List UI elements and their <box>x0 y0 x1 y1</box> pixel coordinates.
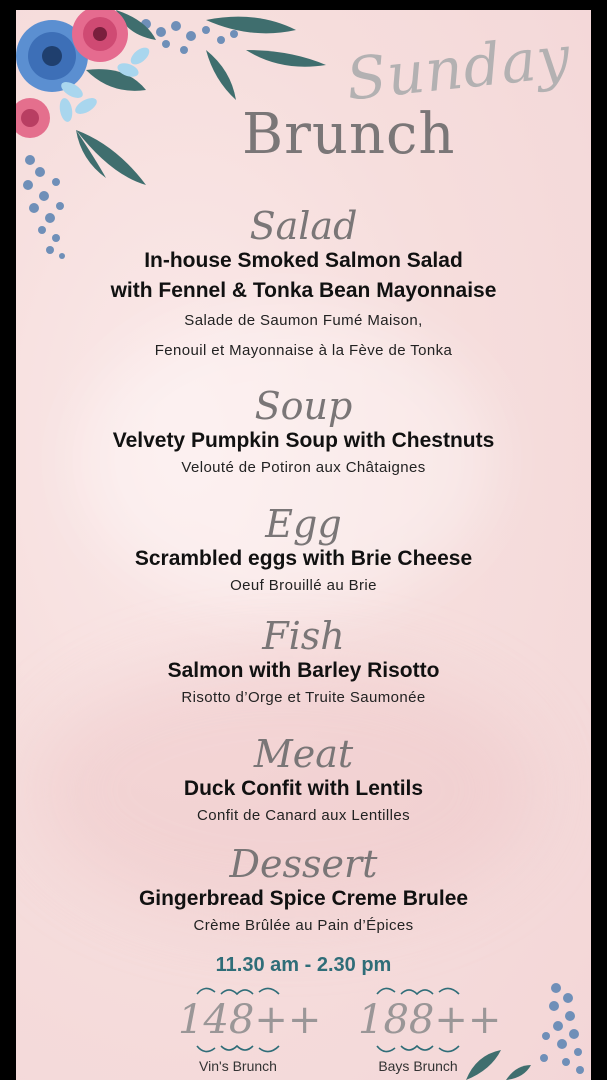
dish-french-name: Confit de Canard aux Lentilles <box>197 807 410 824</box>
dish-french-name: Oeuf Brouillé au Brie <box>230 577 377 594</box>
menu-section-fish <box>16 616 591 710</box>
price-block-vins <box>178 984 322 1074</box>
dish-name: Duck Confit with Lentils <box>183 777 424 800</box>
category-heading: Fish <box>262 614 345 658</box>
category-heading: Meat <box>253 732 354 776</box>
menu-section-dessert <box>16 844 591 938</box>
menu-section-meat <box>16 734 591 828</box>
brunch-hours: 11.30 am - 2.30 pm <box>215 954 392 976</box>
menu-section-soup <box>16 386 591 480</box>
dish-name: Salmon with Barley Risotto <box>167 659 440 682</box>
menu-card <box>16 10 591 1080</box>
ornament-swirl-icon <box>373 984 463 998</box>
dish-french-name: Salade de Saumon Fumé Maison, <box>184 312 423 329</box>
category-heading: Dessert <box>229 842 378 886</box>
category-heading: Salad <box>249 204 358 248</box>
dish-name: Gingerbread Spice Creme Brulee <box>138 887 469 910</box>
title-brunch: Brunch <box>242 102 456 167</box>
ornament-swirl-icon <box>193 984 283 998</box>
dish-french-name: Velouté de Potiron aux Châtaignes <box>181 459 426 476</box>
price-amount: 148++ <box>178 997 322 1043</box>
category-heading: Egg <box>265 502 342 546</box>
menu-section-salad <box>16 206 591 366</box>
title-script-sunday: Sunday <box>343 22 574 114</box>
ornament-swirl-icon <box>193 1042 283 1056</box>
category-heading: Soup <box>254 384 353 428</box>
dish-french-name: Fenouil et Mayonnaise à la Fève de Tonka <box>154 342 453 359</box>
dish-name: with Fennel & Tonka Bean Mayonnaise <box>110 279 497 302</box>
price-amount: 188++ <box>358 997 502 1043</box>
menu-section-egg <box>16 504 591 598</box>
price-label: Bays Brunch <box>378 1058 458 1074</box>
dish-name: Velvety Pumpkin Soup with Chestnuts <box>112 429 495 452</box>
dish-french-name: Crème Brûlée au Pain d’Épices <box>193 917 414 934</box>
dish-name: Scrambled eggs with Brie Cheese <box>134 547 473 570</box>
price-label: Vin's Brunch <box>199 1058 277 1074</box>
dish-name: In-house Smoked Salmon Salad <box>144 249 463 272</box>
dish-french-name: Risotto d’Orge et Truite Saumonée <box>181 689 426 706</box>
ornament-swirl-icon <box>373 1042 463 1056</box>
price-block-bays <box>358 984 502 1074</box>
